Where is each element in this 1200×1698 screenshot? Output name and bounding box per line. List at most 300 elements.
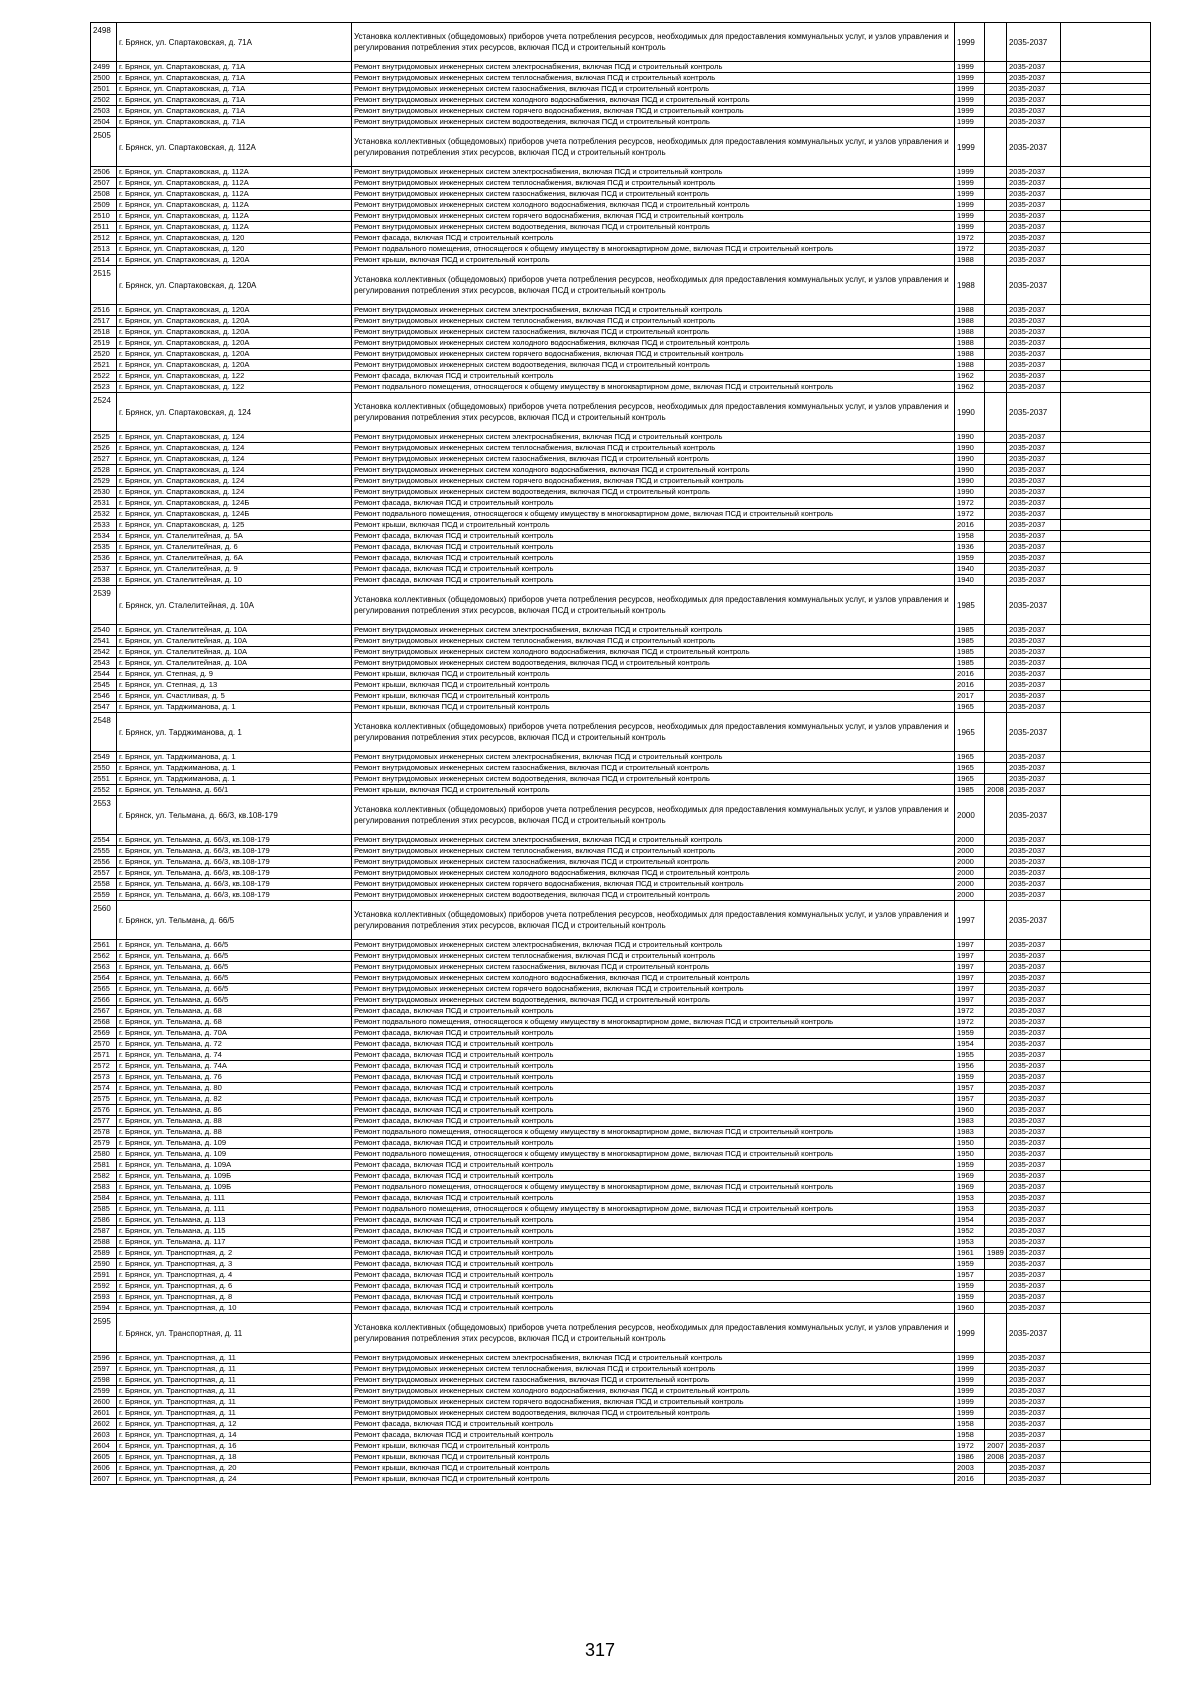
row-blank-cell	[1061, 1083, 1151, 1094]
row-address: г. Брянск, ул. Тельмана, д. 66/1	[117, 785, 352, 796]
row-year-last-repair	[985, 244, 1007, 255]
page-number: 317	[584, 1640, 616, 1660]
row-number: 2532	[91, 509, 117, 520]
row-blank-cell	[1061, 962, 1151, 973]
row-number: 2548	[91, 713, 117, 752]
row-planned-period: 2035-2037	[1007, 128, 1061, 167]
row-year-built: 1999	[955, 1397, 985, 1408]
row-address: г. Брянск, ул. Спартаковская, д. 124	[117, 476, 352, 487]
row-blank-cell	[1061, 178, 1151, 189]
row-year-last-repair	[985, 360, 1007, 371]
table-row	[91, 211, 1151, 222]
row-address: г. Брянск, ул. Тельмана, д. 109	[117, 1149, 352, 1160]
row-blank-cell	[1061, 973, 1151, 984]
row-work-type: Ремонт крыши, включая ПСД и строительный контроль	[352, 1452, 955, 1463]
row-number: 2579	[91, 1138, 117, 1149]
table-body	[91, 23, 1151, 1485]
row-address: г. Брянск, ул. Транспортная, д. 10	[117, 1303, 352, 1314]
row-address: г. Брянск, ул. Тельмана, д. 66/3, кв.108-179	[117, 879, 352, 890]
row-number: 2577	[91, 1116, 117, 1127]
row-blank-cell	[1061, 785, 1151, 796]
row-planned-period: 2035-2037	[1007, 1353, 1061, 1364]
row-blank-cell	[1061, 1215, 1151, 1226]
row-blank-cell	[1061, 1160, 1151, 1171]
row-blank-cell	[1061, 62, 1151, 73]
row-planned-period: 2035-2037	[1007, 1248, 1061, 1259]
row-planned-period: 2035-2037	[1007, 382, 1061, 393]
row-address: г. Брянск, ул. Транспортная, д. 20	[117, 1463, 352, 1474]
row-blank-cell	[1061, 763, 1151, 774]
row-planned-period: 2035-2037	[1007, 890, 1061, 901]
row-address: г. Брянск, ул. Спартаковская, д. 71А	[117, 84, 352, 95]
row-year-built: 1988	[955, 316, 985, 327]
row-address: г. Брянск, ул. Тельмана, д. 74А	[117, 1061, 352, 1072]
row-year-last-repair	[985, 509, 1007, 520]
row-year-built: 1999	[955, 1386, 985, 1397]
table-row	[91, 531, 1151, 542]
row-year-last-repair	[985, 432, 1007, 443]
row-blank-cell	[1061, 233, 1151, 244]
row-blank-cell	[1061, 586, 1151, 625]
row-year-built: 1985	[955, 785, 985, 796]
row-year-last-repair	[985, 763, 1007, 774]
table-row	[91, 940, 1151, 951]
row-year-last-repair	[985, 305, 1007, 316]
row-work-type: Ремонт подвального помещения, относящегося к общему имуществу в многоквартирном доме, включая ПСД и строительный контроль	[352, 509, 955, 520]
row-planned-period: 2035-2037	[1007, 879, 1061, 890]
row-year-last-repair	[985, 255, 1007, 266]
row-work-type: Ремонт внутридомовых инженерных систем горячего водоснабжения, включая ПСД и строительный контроль	[352, 211, 955, 222]
row-work-type: Ремонт фасада, включая ПСД и строительный контроль	[352, 1430, 955, 1441]
row-year-built: 1985	[955, 636, 985, 647]
row-planned-period: 2035-2037	[1007, 984, 1061, 995]
row-work-type: Ремонт внутридомовых инженерных систем электроснабжения, включая ПСД и строительный контроль	[352, 625, 955, 636]
row-planned-period: 2035-2037	[1007, 1303, 1061, 1314]
row-blank-cell	[1061, 636, 1151, 647]
row-year-last-repair	[985, 1364, 1007, 1375]
row-work-type: Ремонт фасада, включая ПСД и строительный контроль	[352, 498, 955, 509]
row-number: 2606	[91, 1463, 117, 1474]
row-blank-cell	[1061, 117, 1151, 128]
table-row	[91, 984, 1151, 995]
row-blank-cell	[1061, 553, 1151, 564]
row-work-type: Ремонт фасада, включая ПСД и строительный контроль	[352, 1303, 955, 1314]
row-blank-cell	[1061, 84, 1151, 95]
row-number: 2597	[91, 1364, 117, 1375]
row-work-type: Ремонт подвального помещения, относящегося к общему имуществу в многоквартирном доме, включая ПСД и строительный контроль	[352, 244, 955, 255]
row-work-type: Ремонт внутридомовых инженерных систем электроснабжения, включая ПСД и строительный контроль	[352, 167, 955, 178]
row-work-type: Ремонт крыши, включая ПСД и строительный контроль	[352, 255, 955, 266]
row-blank-cell	[1061, 1452, 1151, 1463]
row-year-last-repair	[985, 84, 1007, 95]
row-year-last-repair	[985, 167, 1007, 178]
row-year-last-repair	[985, 846, 1007, 857]
row-planned-period: 2035-2037	[1007, 691, 1061, 702]
row-number: 2582	[91, 1171, 117, 1182]
row-number: 2568	[91, 1017, 117, 1028]
row-year-last-repair	[985, 476, 1007, 487]
row-address: г. Брянск, ул. Транспортная, д. 11	[117, 1408, 352, 1419]
row-year-built: 1962	[955, 371, 985, 382]
row-year-last-repair	[985, 371, 1007, 382]
row-planned-period: 2035-2037	[1007, 1149, 1061, 1160]
row-year-last-repair	[985, 1138, 1007, 1149]
table-row	[91, 167, 1151, 178]
table-row	[91, 1215, 1151, 1226]
row-planned-period: 2035-2037	[1007, 211, 1061, 222]
row-planned-period: 2035-2037	[1007, 901, 1061, 940]
row-address: г. Брянск, ул. Транспортная, д. 11	[117, 1314, 352, 1353]
row-address: г. Брянск, ул. Тарджиманова, д. 1	[117, 763, 352, 774]
row-year-last-repair	[985, 1270, 1007, 1281]
row-planned-period: 2035-2037	[1007, 244, 1061, 255]
row-number: 2516	[91, 305, 117, 316]
row-address: г. Брянск, ул. Транспортная, д. 11	[117, 1375, 352, 1386]
row-year-built: 1940	[955, 575, 985, 586]
row-work-type: Ремонт внутридомовых инженерных систем газоснабжения, включая ПСД и строительный контроль	[352, 962, 955, 973]
row-year-built: 1959	[955, 1160, 985, 1171]
row-year-built: 1953	[955, 1237, 985, 1248]
row-year-last-repair	[985, 62, 1007, 73]
row-address: г. Брянск, ул. Спартаковская, д. 125	[117, 520, 352, 531]
table-row	[91, 106, 1151, 117]
row-blank-cell	[1061, 1397, 1151, 1408]
row-address: г. Брянск, ул. Спартаковская, д. 120А	[117, 255, 352, 266]
row-year-built: 1952	[955, 1226, 985, 1237]
row-planned-period: 2035-2037	[1007, 940, 1061, 951]
row-year-built: 1959	[955, 553, 985, 564]
row-work-type: Ремонт фасада, включая ПСД и строительный контроль	[352, 1281, 955, 1292]
row-blank-cell	[1061, 167, 1151, 178]
table-row	[91, 84, 1151, 95]
row-year-last-repair	[985, 647, 1007, 658]
row-planned-period: 2035-2037	[1007, 1017, 1061, 1028]
row-year-last-repair	[985, 1375, 1007, 1386]
row-year-built: 1990	[955, 476, 985, 487]
row-blank-cell	[1061, 1204, 1151, 1215]
row-number: 2581	[91, 1160, 117, 1171]
row-year-built: 1969	[955, 1171, 985, 1182]
table-row	[91, 233, 1151, 244]
row-planned-period: 2035-2037	[1007, 1105, 1061, 1116]
row-number: 2561	[91, 940, 117, 951]
row-blank-cell	[1061, 1474, 1151, 1485]
table-row	[91, 338, 1151, 349]
row-address: г. Брянск, ул. Тельмана, д. 74	[117, 1050, 352, 1061]
repair-schedule-sheet	[90, 22, 1150, 1485]
row-planned-period: 2035-2037	[1007, 857, 1061, 868]
row-work-type: Ремонт внутридомовых инженерных систем электроснабжения, включая ПСД и строительный контроль	[352, 305, 955, 316]
row-address: г. Брянск, ул. Тельмана, д. 66/3, кв.108-179	[117, 796, 352, 835]
row-year-built: 1997	[955, 962, 985, 973]
row-year-last-repair	[985, 1083, 1007, 1094]
row-blank-cell	[1061, 255, 1151, 266]
row-planned-period: 2035-2037	[1007, 636, 1061, 647]
row-blank-cell	[1061, 1072, 1151, 1083]
row-blank-cell	[1061, 995, 1151, 1006]
table-row	[91, 1386, 1151, 1397]
row-planned-period: 2035-2037	[1007, 625, 1061, 636]
row-year-last-repair	[985, 658, 1007, 669]
row-year-built: 1960	[955, 1303, 985, 1314]
row-planned-period: 2035-2037	[1007, 1226, 1061, 1237]
row-year-built: 1965	[955, 774, 985, 785]
row-year-built: 1959	[955, 1072, 985, 1083]
row-year-last-repair	[985, 1094, 1007, 1105]
row-work-type: Ремонт подвального помещения, относящегося к общему имуществу в многоквартирном доме, включая ПСД и строительный контроль	[352, 1127, 955, 1138]
row-address: г. Брянск, ул. Спартаковская, д. 71А	[117, 62, 352, 73]
row-blank-cell	[1061, 382, 1151, 393]
row-address: г. Брянск, ул. Сталелитейная, д. 10	[117, 575, 352, 586]
table-row	[91, 774, 1151, 785]
row-year-built: 2000	[955, 890, 985, 901]
table-row	[91, 868, 1151, 879]
row-number: 2553	[91, 796, 117, 835]
table-row	[91, 636, 1151, 647]
row-number: 2535	[91, 542, 117, 553]
row-year-built: 1988	[955, 266, 985, 305]
row-number: 2563	[91, 962, 117, 973]
table-row	[91, 647, 1151, 658]
row-address: г. Брянск, ул. Тельмана, д. 109	[117, 1138, 352, 1149]
row-planned-period: 2035-2037	[1007, 785, 1061, 796]
row-year-built: 1999	[955, 222, 985, 233]
row-planned-period: 2035-2037	[1007, 200, 1061, 211]
table-row	[91, 1441, 1151, 1452]
row-year-built: 1961	[955, 1248, 985, 1259]
row-address: г. Брянск, ул. Спартаковская, д. 124	[117, 454, 352, 465]
row-address: г. Брянск, ул. Спартаковская, д. 71А	[117, 117, 352, 128]
row-work-type: Ремонт фасада, включая ПСД и строительный контроль	[352, 1138, 955, 1149]
table-row	[91, 1314, 1151, 1353]
row-planned-period: 2035-2037	[1007, 1193, 1061, 1204]
row-year-built: 1953	[955, 1193, 985, 1204]
table-row	[91, 553, 1151, 564]
row-year-last-repair	[985, 327, 1007, 338]
row-address: г. Брянск, ул. Транспортная, д. 11	[117, 1397, 352, 1408]
row-number: 2538	[91, 575, 117, 586]
row-year-last-repair	[985, 680, 1007, 691]
row-blank-cell	[1061, 1017, 1151, 1028]
row-number: 2543	[91, 658, 117, 669]
row-year-last-repair	[985, 984, 1007, 995]
row-work-type: Ремонт внутридомовых инженерных систем холодного водоснабжения, включая ПСД и строительный контроль	[352, 647, 955, 658]
row-blank-cell	[1061, 305, 1151, 316]
row-work-type: Ремонт внутридомовых инженерных систем холодного водоснабжения, включая ПСД и строительный контроль	[352, 200, 955, 211]
row-year-built: 1990	[955, 432, 985, 443]
table-row	[91, 951, 1151, 962]
row-year-last-repair	[985, 520, 1007, 531]
row-work-type: Ремонт внутридомовых инженерных систем горячего водоснабжения, включая ПСД и строительный контроль	[352, 476, 955, 487]
row-planned-period: 2035-2037	[1007, 553, 1061, 564]
row-planned-period: 2035-2037	[1007, 713, 1061, 752]
row-blank-cell	[1061, 509, 1151, 520]
table-row	[91, 1105, 1151, 1116]
row-work-type: Ремонт внутридомовых инженерных систем водоотведения, включая ПСД и строительный контроль	[352, 487, 955, 498]
row-year-last-repair	[985, 1193, 1007, 1204]
row-year-last-repair	[985, 233, 1007, 244]
row-address: г. Брянск, ул. Тельмана, д. 111	[117, 1193, 352, 1204]
row-number: 2524	[91, 393, 117, 432]
row-work-type: Ремонт фасада, включая ПСД и строительный контроль	[352, 233, 955, 244]
row-work-type: Ремонт внутридомовых инженерных систем теплоснабжения, включая ПСД и строительный контроль	[352, 636, 955, 647]
row-work-type: Ремонт крыши, включая ПСД и строительный контроль	[352, 691, 955, 702]
row-address: г. Брянск, ул. Транспортная, д. 8	[117, 1292, 352, 1303]
row-year-last-repair	[985, 951, 1007, 962]
row-blank-cell	[1061, 371, 1151, 382]
row-year-last-repair	[985, 487, 1007, 498]
row-number: 2594	[91, 1303, 117, 1314]
row-work-type: Ремонт фасада, включая ПСД и строительный контроль	[352, 1215, 955, 1226]
row-blank-cell	[1061, 189, 1151, 200]
row-planned-period: 2035-2037	[1007, 509, 1061, 520]
row-number: 2556	[91, 857, 117, 868]
row-address: г. Брянск, ул. Транспортная, д. 12	[117, 1419, 352, 1430]
row-address: г. Брянск, ул. Спартаковская, д. 120А	[117, 360, 352, 371]
row-work-type: Ремонт подвального помещения, относящегося к общему имуществу в многоквартирном доме, включая ПСД и строительный контроль	[352, 382, 955, 393]
row-work-type: Ремонт внутридомовых инженерных систем горячего водоснабжения, включая ПСД и строительный контроль	[352, 879, 955, 890]
row-year-built: 1988	[955, 338, 985, 349]
row-planned-period: 2035-2037	[1007, 443, 1061, 454]
row-address: г. Брянск, ул. Транспортная, д. 4	[117, 1270, 352, 1281]
row-year-last-repair	[985, 1215, 1007, 1226]
row-planned-period: 2035-2037	[1007, 233, 1061, 244]
table-row	[91, 498, 1151, 509]
row-year-built: 1958	[955, 1419, 985, 1430]
row-year-last-repair	[985, 531, 1007, 542]
row-year-last-repair	[985, 117, 1007, 128]
row-year-built: 2000	[955, 835, 985, 846]
row-year-built: 1997	[955, 973, 985, 984]
row-number: 2583	[91, 1182, 117, 1193]
row-number: 2547	[91, 702, 117, 713]
row-year-last-repair	[985, 73, 1007, 84]
table-row	[91, 785, 1151, 796]
row-planned-period: 2035-2037	[1007, 371, 1061, 382]
row-address: г. Брянск, ул. Тарджиманова, д. 1	[117, 713, 352, 752]
row-number: 2527	[91, 454, 117, 465]
row-number: 2539	[91, 586, 117, 625]
row-year-built: 1972	[955, 498, 985, 509]
row-year-last-repair: 2008	[985, 1452, 1007, 1463]
row-work-type: Установка коллективных (общедомовых) приборов учета потребления ресурсов, необходимых для предоставления коммунальных услуг, и узлов управления и регулирования потребления этих ресурсов, включая ПСД и строительный контроль	[352, 713, 955, 752]
row-number: 2508	[91, 189, 117, 200]
row-year-last-repair	[985, 189, 1007, 200]
row-blank-cell	[1061, 1094, 1151, 1105]
table-row	[91, 995, 1151, 1006]
row-blank-cell	[1061, 1281, 1151, 1292]
table-row	[91, 846, 1151, 857]
row-year-last-repair	[985, 625, 1007, 636]
row-address: г. Брянск, ул. Спартаковская, д. 120А	[117, 305, 352, 316]
table-row	[91, 625, 1151, 636]
row-year-built: 1972	[955, 1017, 985, 1028]
row-planned-period: 2035-2037	[1007, 1138, 1061, 1149]
row-number: 2557	[91, 868, 117, 879]
table-row	[91, 360, 1151, 371]
row-number: 2546	[91, 691, 117, 702]
row-year-built: 1954	[955, 1039, 985, 1050]
row-planned-period: 2035-2037	[1007, 454, 1061, 465]
row-year-last-repair	[985, 1028, 1007, 1039]
row-work-type: Ремонт крыши, включая ПСД и строительный контроль	[352, 680, 955, 691]
row-planned-period: 2035-2037	[1007, 702, 1061, 713]
table-row	[91, 349, 1151, 360]
row-blank-cell	[1061, 360, 1151, 371]
row-year-last-repair	[985, 1463, 1007, 1474]
row-year-last-repair	[985, 1160, 1007, 1171]
row-work-type: Установка коллективных (общедомовых) приборов учета потребления ресурсов, необходимых для предоставления коммунальных услуг, и узлов управления и регулирования потребления этих ресурсов, включая ПСД и строительный контроль	[352, 796, 955, 835]
row-year-last-repair	[985, 890, 1007, 901]
row-address: г. Брянск, ул. Тельмана, д. 66/5	[117, 995, 352, 1006]
row-year-last-repair	[985, 1061, 1007, 1072]
row-year-built: 1960	[955, 1105, 985, 1116]
row-planned-period: 2035-2037	[1007, 1474, 1061, 1485]
table-row	[91, 586, 1151, 625]
table-row	[91, 763, 1151, 774]
table-row	[91, 73, 1151, 84]
row-address: г. Брянск, ул. Тельмана, д. 109А	[117, 1160, 352, 1171]
row-year-last-repair	[985, 349, 1007, 360]
row-number: 2580	[91, 1149, 117, 1160]
row-year-last-repair	[985, 1474, 1007, 1485]
row-work-type: Ремонт внутридомовых инженерных систем водоотведения, включая ПСД и строительный контроль	[352, 222, 955, 233]
row-year-built: 1999	[955, 95, 985, 106]
table-row	[91, 1039, 1151, 1050]
row-year-built: 2016	[955, 680, 985, 691]
table-row	[91, 1028, 1151, 1039]
row-number: 2533	[91, 520, 117, 531]
row-planned-period: 2035-2037	[1007, 349, 1061, 360]
row-blank-cell	[1061, 1259, 1151, 1270]
row-year-built: 1999	[955, 211, 985, 222]
row-work-type: Ремонт внутридомовых инженерных систем газоснабжения, включая ПСД и строительный контроль	[352, 1375, 955, 1386]
row-blank-cell	[1061, 658, 1151, 669]
table-row	[91, 316, 1151, 327]
row-planned-period: 2035-2037	[1007, 1171, 1061, 1182]
row-number: 2558	[91, 879, 117, 890]
table-row	[91, 973, 1151, 984]
row-year-built: 1999	[955, 189, 985, 200]
row-planned-period: 2035-2037	[1007, 1441, 1061, 1452]
row-work-type: Установка коллективных (общедомовых) приборов учета потребления ресурсов, необходимых для предоставления коммунальных услуг, и узлов управления и регулирования потребления этих ресурсов, включая ПСД и строительный контроль	[352, 586, 955, 625]
row-planned-period: 2035-2037	[1007, 189, 1061, 200]
row-work-type: Ремонт внутридомовых инженерных систем холодного водоснабжения, включая ПСД и строительный контроль	[352, 465, 955, 476]
row-work-type: Ремонт фасада, включая ПСД и строительный контроль	[352, 371, 955, 382]
row-planned-period: 2035-2037	[1007, 95, 1061, 106]
row-address: г. Брянск, ул. Тельмана, д. 66/3, кв.108-179	[117, 857, 352, 868]
row-work-type: Ремонт внутридомовых инженерных систем холодного водоснабжения, включая ПСД и строительный контроль	[352, 338, 955, 349]
row-year-last-repair	[985, 200, 1007, 211]
row-address: г. Брянск, ул. Тарджиманова, д. 1	[117, 752, 352, 763]
row-year-built: 1999	[955, 1364, 985, 1375]
row-planned-period: 2035-2037	[1007, 774, 1061, 785]
row-work-type: Ремонт фасада, включая ПСД и строительный контроль	[352, 1237, 955, 1248]
table-row	[91, 879, 1151, 890]
table-row	[91, 189, 1151, 200]
row-year-last-repair	[985, 1171, 1007, 1182]
row-number: 2520	[91, 349, 117, 360]
row-work-type: Ремонт крыши, включая ПСД и строительный контроль	[352, 785, 955, 796]
row-blank-cell	[1061, 940, 1151, 951]
row-planned-period: 2035-2037	[1007, 1028, 1061, 1039]
row-year-built: 1955	[955, 1050, 985, 1061]
row-number: 2575	[91, 1094, 117, 1105]
row-year-built: 1997	[955, 940, 985, 951]
row-year-built: 1936	[955, 542, 985, 553]
table-row	[91, 1259, 1151, 1270]
row-year-last-repair	[985, 796, 1007, 835]
